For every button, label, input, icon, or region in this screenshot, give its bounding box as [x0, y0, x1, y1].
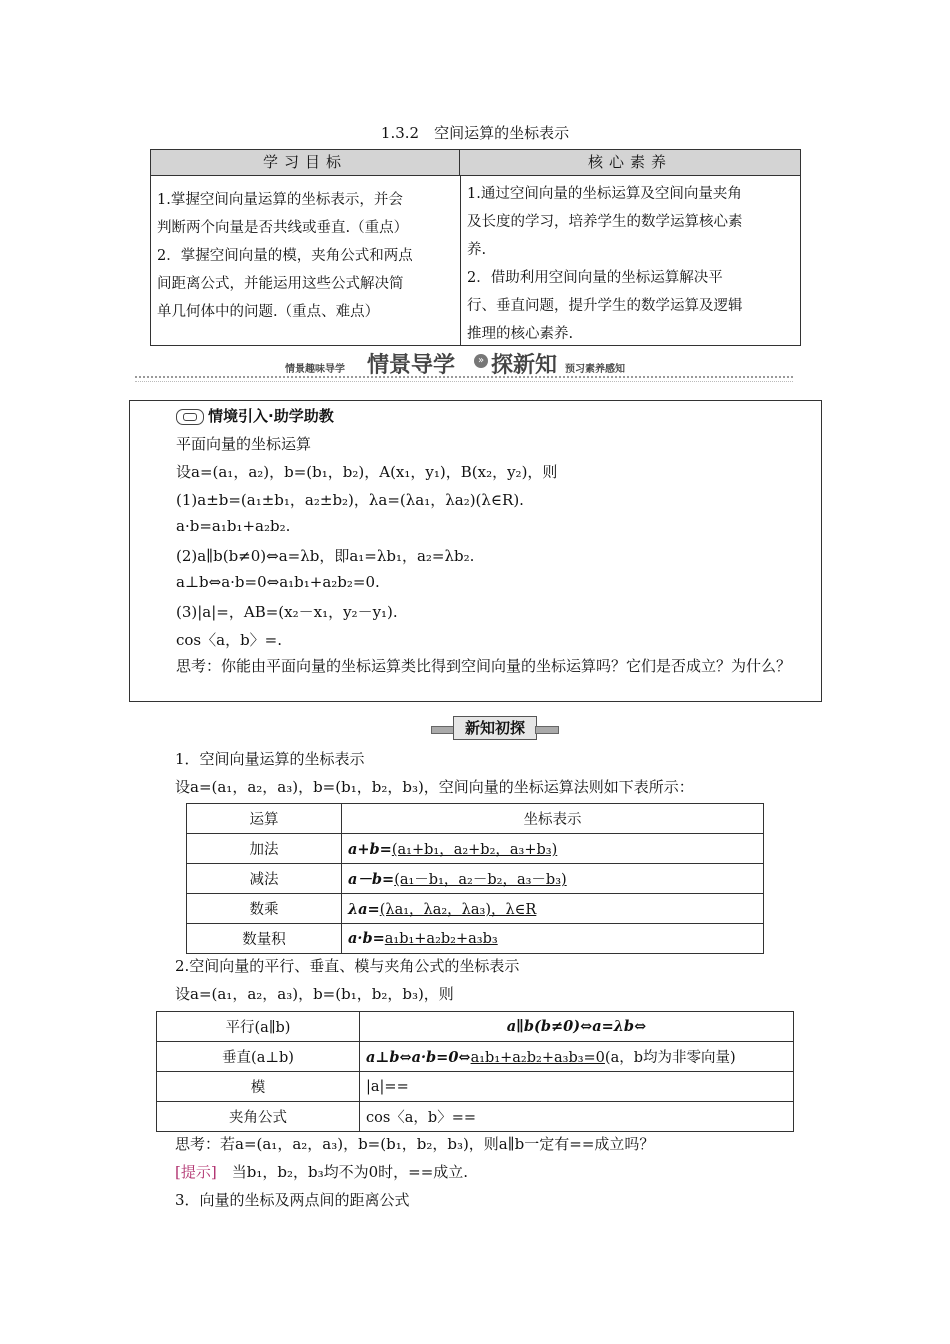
table-row	[157, 1042, 794, 1072]
literacy-line: 行、垂直问题，提升学生的数学运算及逻辑	[467, 298, 743, 314]
relation-formula	[360, 1072, 794, 1102]
header-coordinate: 坐标表示	[342, 804, 764, 834]
table-row	[157, 1072, 794, 1102]
objectives-table	[150, 149, 801, 346]
op-name: 减法	[187, 864, 342, 894]
think-question-2: 思考：若a=(a₁，a₂，a₃)，b=(b₁，b₂，b₃)，则a∥b一定有==成立吗？	[175, 1135, 655, 1153]
scenario-tag	[176, 405, 334, 426]
section-2-title: 2.空间向量的平行、垂直、模与夹角公式的坐标表示	[175, 957, 520, 975]
new-knowledge-text: 新知初探	[453, 716, 537, 740]
hint-tag: [提示]	[175, 1163, 217, 1181]
banner-left-caption: 情景趣味导学	[285, 364, 345, 375]
section-banner	[135, 346, 793, 386]
op-name: 数量积	[187, 924, 342, 954]
handshake-icon	[176, 409, 204, 425]
banner-right-caption: 预习素养感知	[565, 364, 625, 375]
relation-name: 垂直(a⊥b)	[157, 1042, 360, 1072]
literacy-line: 2．借助利用空间向量的坐标运算解决平	[467, 270, 723, 286]
table-row	[157, 1102, 794, 1132]
literacy-line: 推理的核心素养.	[467, 326, 574, 342]
relation-value: a⊥b⇔a·b=0⇔	[366, 1049, 471, 1066]
core-literacy-text	[467, 180, 797, 348]
hint-text: 当b₁，b₂，b₃均不为0时，==成立.	[231, 1163, 469, 1181]
op-rhs: (a₁+b₁，a₂+b₂，a₃+b₃)	[391, 842, 558, 858]
banner-title-1: 情景导学	[367, 353, 456, 378]
scenario-box	[129, 400, 822, 702]
scenario-formula: a·b=a₁b₁+a₂b₂.	[176, 517, 291, 535]
relation-name: 平行(a∥b)	[157, 1012, 360, 1042]
banner-dotted-rule	[135, 376, 793, 378]
scenario-formula: (2)a∥b(b≠0)⇔a=λb，即a₁=λb₁，a₂=λb₂.	[176, 547, 475, 565]
op-rhs: (λa₁，λa₂，λa₃)	[379, 902, 491, 918]
relation-tail: (a，b均为非零向量)	[604, 1050, 736, 1066]
relation-underlined: a₁b₁+a₂b₂+a₃b₃=0	[470, 1050, 605, 1066]
header-operation: 运算	[187, 804, 342, 834]
literacy-line: 1.通过空间向量的坐标运算及空间向量夹角	[467, 186, 742, 202]
relation-value: a∥b(b≠0)⇔a=λb⇔	[506, 1018, 647, 1035]
section-1-intro: 设a=(a₁，a₂，a₃)，b=(b₁，b₂，b₃)，空间向量的坐标运算法则如下表所示：	[175, 778, 694, 796]
scenario-formula: (3)|a|=，AB=(x₂－x₁，y₂－y₁).	[176, 603, 398, 621]
operations-table	[186, 803, 764, 954]
scenario-formula: 设a=(a₁，a₂)，b=(b₁，b₂)，A(x₁，y₁)，B(x₂，y₂)，则	[176, 463, 558, 481]
op-name: 加法	[187, 834, 342, 864]
table-header-row	[187, 804, 764, 834]
objectives-header-learning-goals: 学习目标	[151, 150, 460, 176]
table-row	[157, 1012, 794, 1042]
relation-formula	[360, 1012, 794, 1042]
relation-name: 夹角公式	[157, 1102, 360, 1132]
goal-line: 2．掌握空间向量的模，夹角公式和两点	[157, 248, 413, 264]
label-bar-right	[535, 726, 559, 734]
scenario-formula: cos〈a，b〉=.	[176, 631, 283, 649]
page-title: 1.3.2 空间运算的坐标表示	[380, 124, 570, 142]
op-formula	[342, 834, 764, 864]
op-tail: ，λ∈R	[490, 902, 537, 918]
op-lhs: a－b=	[348, 871, 395, 888]
scenario-formula: a⊥b⇔a·b=0⇔a₁b₁+a₂b₂=0.	[176, 573, 380, 591]
new-knowledge-label	[431, 716, 557, 740]
literacy-line: 及长度的学习，培养学生的数学运算核心素	[467, 214, 743, 230]
op-lhs: a·b=	[348, 930, 385, 947]
section-3-title: 3．向量的坐标及两点间的距离公式	[175, 1191, 410, 1209]
op-lhs: λa=	[348, 901, 380, 918]
relation-formula	[360, 1102, 794, 1132]
scenario-heading: 平面向量的坐标运算	[176, 435, 312, 453]
label-bar-left	[431, 726, 455, 734]
relation-name: 模	[157, 1072, 360, 1102]
scenario-formula: (1)a±b=(a₁±b₁，a₂±b₂)，λa=(λa₁，λa₂)(λ∈R).	[176, 491, 524, 509]
op-formula	[342, 894, 764, 924]
op-formula	[342, 864, 764, 894]
goal-line: 单几何体中的问题.（重点、难点）	[157, 304, 380, 320]
scenario-think-question: 思考：你能由平面向量的坐标运算类比得到空间向量的坐标运算吗？它们是否成立？为什么？	[176, 657, 792, 675]
banner-title-2: 探新知	[491, 353, 558, 378]
table-row	[187, 894, 764, 924]
banner-arrow-icon: »	[474, 354, 488, 368]
hint-line	[175, 1161, 468, 1182]
op-formula	[342, 924, 764, 954]
op-name: 数乘	[187, 894, 342, 924]
banner-dotted-rule	[135, 381, 793, 382]
relations-table	[156, 1011, 794, 1132]
scenario-tag-label: 情境引入·助学助教	[208, 407, 334, 425]
table-row	[187, 924, 764, 954]
objectives-header-core-literacy: 核心素养	[460, 150, 800, 176]
op-rhs: a₁b₁+a₂b₂+a₃b₃	[384, 931, 498, 947]
section-2-intro: 设a=(a₁，a₂，a₃)，b=(b₁，b₂，b₃)，则	[175, 985, 454, 1003]
learning-goals-text	[157, 186, 455, 326]
table-row	[187, 864, 764, 894]
goal-line: 1.掌握空间向量运算的坐标表示，并会	[157, 192, 403, 208]
op-lhs: a+b=	[348, 841, 392, 858]
relation-value: cos〈a，b〉==	[366, 1110, 477, 1126]
goal-line: 判断两个向量是否共线或垂直.（重点）	[157, 220, 409, 236]
table-row	[187, 834, 764, 864]
section-1-title: 1．空间向量运算的坐标表示	[175, 750, 365, 768]
objectives-divider	[460, 176, 461, 345]
op-rhs: (a₁－b₁，a₂－b₂，a₃－b₃)	[394, 872, 567, 888]
literacy-line: 养.	[467, 242, 487, 258]
goal-line: 间距离公式，并能运用这些公式解决简	[157, 276, 404, 292]
relation-formula	[360, 1042, 794, 1072]
relation-value: |a|==	[366, 1078, 409, 1095]
